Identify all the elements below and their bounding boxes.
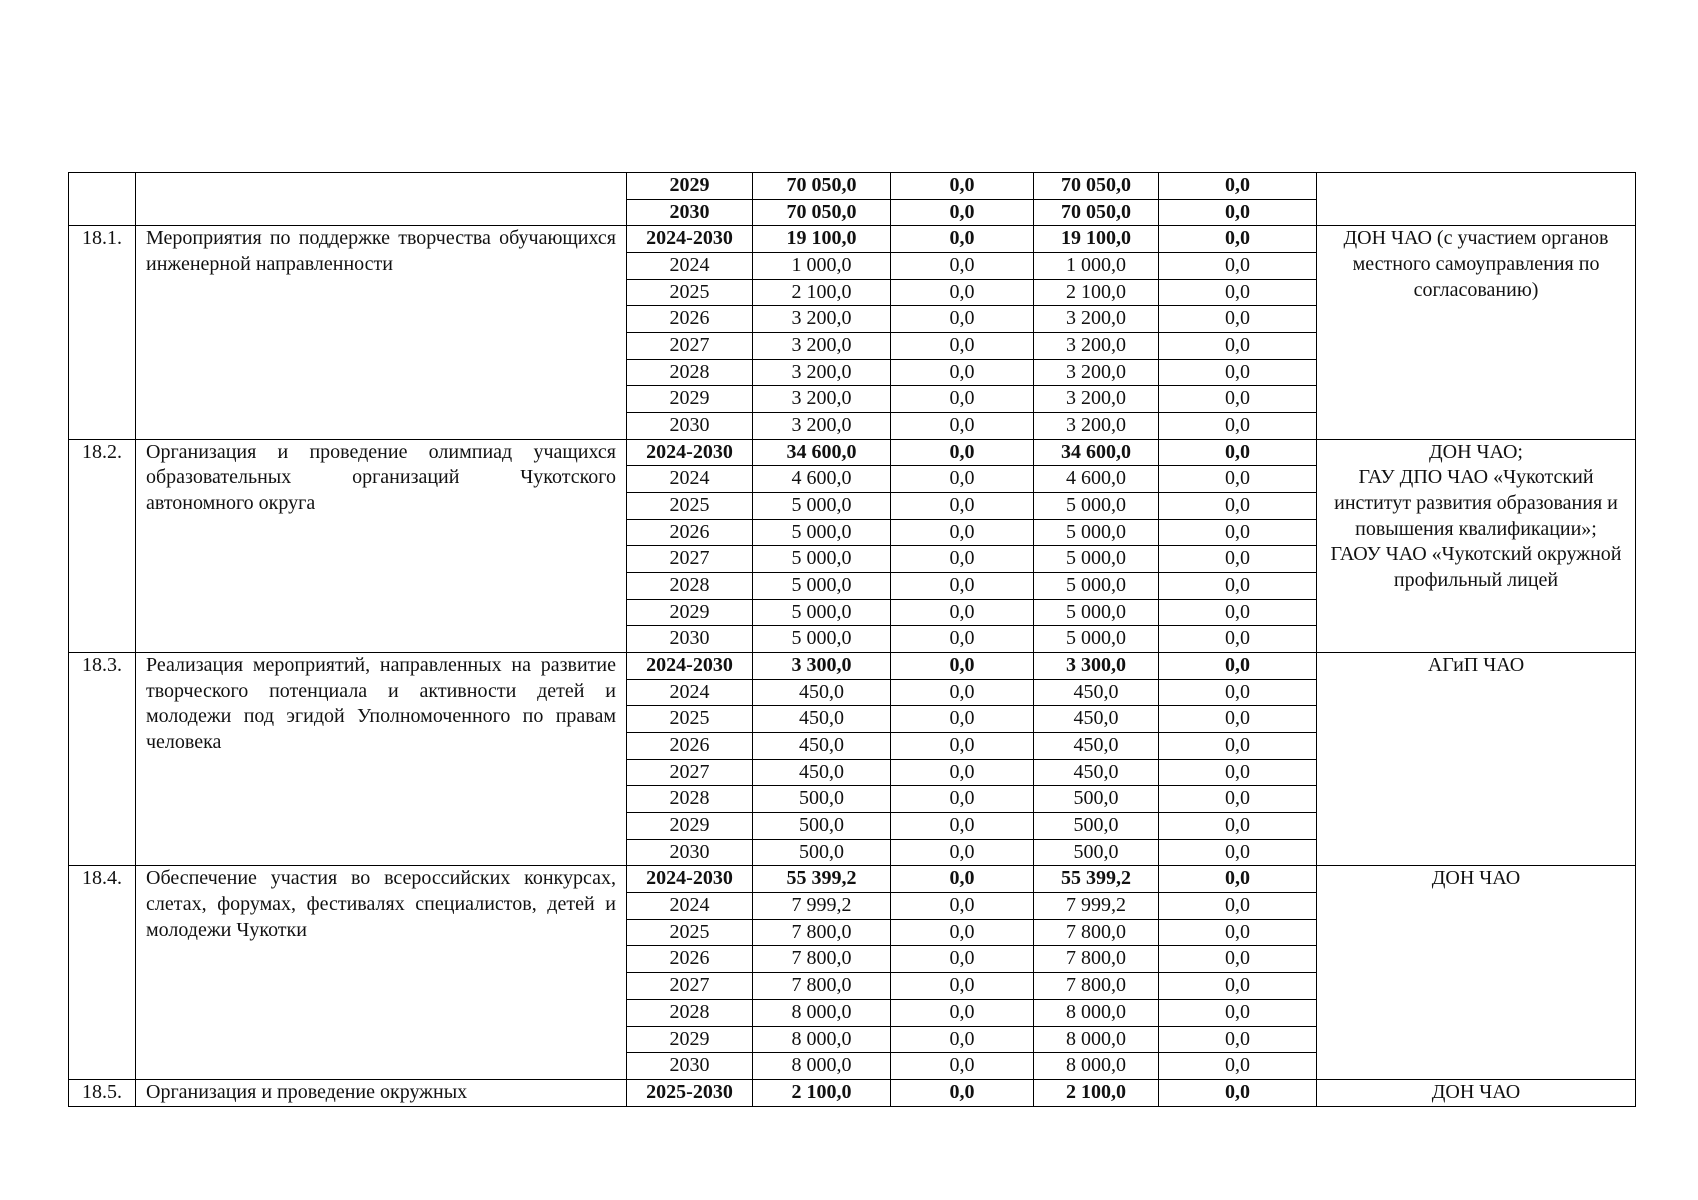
other-cell: 0,0 (1159, 893, 1317, 920)
regional-cell: 70 050,0 (1034, 173, 1159, 200)
federal-cell: 0,0 (891, 493, 1034, 520)
other-cell: 0,0 (1159, 706, 1317, 733)
federal-cell: 0,0 (891, 653, 1034, 680)
regional-cell: 8 000,0 (1034, 999, 1159, 1026)
year-cell: 2024 (627, 253, 753, 280)
total-cell: 8 000,0 (753, 999, 891, 1026)
federal-cell: 0,0 (891, 279, 1034, 306)
federal-cell: 0,0 (891, 359, 1034, 386)
regional-cell: 7 800,0 (1034, 946, 1159, 973)
year-cell: 2025 (627, 919, 753, 946)
item-code: 18.5. (69, 1079, 136, 1106)
regional-cell: 500,0 (1034, 813, 1159, 840)
executor-line: ГАУ ДПО ЧАО «Чукотский институт развития образования и повышения квалификации»; (1334, 466, 1618, 540)
total-cell: 3 300,0 (753, 653, 891, 680)
year-cell: 2029 (627, 1026, 753, 1053)
total-cell: 7 800,0 (753, 973, 891, 1000)
federal-cell: 0,0 (891, 253, 1034, 280)
other-cell: 0,0 (1159, 279, 1317, 306)
regional-cell: 5 000,0 (1034, 519, 1159, 546)
item-name: Реализация мероприятий, направленных на развитие творческого потенциала и активности детей и молодежи под эгидой Уполномоченного по правам человека (136, 653, 627, 866)
federal-cell: 0,0 (891, 893, 1034, 920)
other-cell: 0,0 (1159, 653, 1317, 680)
regional-cell: 450,0 (1034, 759, 1159, 786)
year-cell: 2026 (627, 733, 753, 760)
year-cell: 2024-2030 (627, 439, 753, 466)
federal-cell: 0,0 (891, 813, 1034, 840)
table-row (69, 1079, 1636, 1106)
federal-cell: 0,0 (891, 946, 1034, 973)
total-cell: 70 050,0 (753, 199, 891, 226)
regional-cell: 55 399,2 (1034, 866, 1159, 893)
total-cell: 70 050,0 (753, 173, 891, 200)
total-cell: 19 100,0 (753, 226, 891, 253)
federal-cell: 0,0 (891, 973, 1034, 1000)
name-cell-empty (136, 173, 627, 226)
total-cell: 55 399,2 (753, 866, 891, 893)
regional-cell: 3 200,0 (1034, 386, 1159, 413)
other-cell: 0,0 (1159, 333, 1317, 360)
executor-line: ДОН ЧАО (1431, 867, 1521, 890)
code-cell-empty (69, 173, 136, 226)
item-code: 18.4. (69, 866, 136, 1079)
table-row (69, 653, 1636, 680)
total-cell: 7 800,0 (753, 946, 891, 973)
total-cell: 8 000,0 (753, 1053, 891, 1080)
federal-cell: 0,0 (891, 999, 1034, 1026)
federal-cell: 0,0 (891, 573, 1034, 600)
executor-cell-empty (1317, 173, 1636, 226)
other-cell: 0,0 (1159, 493, 1317, 520)
year-cell: 2027 (627, 333, 753, 360)
executor-cell (1317, 866, 1636, 1079)
federal-cell: 0,0 (891, 333, 1034, 360)
other-cell: 0,0 (1159, 1053, 1317, 1080)
total-cell: 1 000,0 (753, 253, 891, 280)
other-cell: 0,0 (1159, 199, 1317, 226)
federal-cell: 0,0 (891, 546, 1034, 573)
total-cell: 2 100,0 (753, 1079, 891, 1106)
regional-cell: 7 999,2 (1034, 893, 1159, 920)
executor-cell (1317, 653, 1636, 866)
total-cell: 3 200,0 (753, 386, 891, 413)
total-cell: 3 200,0 (753, 333, 891, 360)
regional-cell: 34 600,0 (1034, 439, 1159, 466)
total-cell: 450,0 (753, 759, 891, 786)
executor-cell (1317, 226, 1636, 439)
federal-cell: 0,0 (891, 519, 1034, 546)
item-name: Обеспечение участия во всероссийских конкурсах, слетах, форумах, фестивалях специалистов, детей и молодежи Чукотки (136, 866, 627, 1079)
year-cell: 2024-2030 (627, 653, 753, 680)
other-cell: 0,0 (1159, 946, 1317, 973)
item-name: Организация и проведение окружных (136, 1079, 627, 1106)
regional-cell: 2 100,0 (1034, 1079, 1159, 1106)
executor-cell (1317, 439, 1636, 652)
year-cell: 2029 (627, 813, 753, 840)
year-cell: 2026 (627, 306, 753, 333)
item-name: Мероприятия по поддержке творчества обучающихся инженерной направленности (136, 226, 627, 439)
regional-cell: 2 100,0 (1034, 279, 1159, 306)
other-cell: 0,0 (1159, 839, 1317, 866)
regional-cell: 3 200,0 (1034, 333, 1159, 360)
other-cell: 0,0 (1159, 226, 1317, 253)
year-cell: 2025 (627, 706, 753, 733)
other-cell: 0,0 (1159, 679, 1317, 706)
federal-cell: 0,0 (891, 626, 1034, 653)
table-row (69, 439, 1636, 466)
federal-cell: 0,0 (891, 386, 1034, 413)
regional-cell: 70 050,0 (1034, 199, 1159, 226)
federal-cell: 0,0 (891, 439, 1034, 466)
total-cell: 450,0 (753, 679, 891, 706)
other-cell: 0,0 (1159, 253, 1317, 280)
federal-cell: 0,0 (891, 759, 1034, 786)
total-cell: 500,0 (753, 786, 891, 813)
other-cell: 0,0 (1159, 1026, 1317, 1053)
federal-cell: 0,0 (891, 173, 1034, 200)
year-cell: 2026 (627, 519, 753, 546)
regional-cell: 5 000,0 (1034, 573, 1159, 600)
executor-line: ГАОУ ЧАО «Чукотский окружной профильный лицей (1330, 543, 1622, 592)
federal-cell: 0,0 (891, 706, 1034, 733)
total-cell: 5 000,0 (753, 519, 891, 546)
other-cell: 0,0 (1159, 546, 1317, 573)
federal-cell: 0,0 (891, 919, 1034, 946)
total-cell: 450,0 (753, 733, 891, 760)
regional-cell: 8 000,0 (1034, 1053, 1159, 1080)
federal-cell: 0,0 (891, 1053, 1034, 1080)
federal-cell: 0,0 (891, 306, 1034, 333)
other-cell: 0,0 (1159, 786, 1317, 813)
federal-cell: 0,0 (891, 839, 1034, 866)
year-cell: 2029 (627, 173, 753, 200)
regional-cell: 3 200,0 (1034, 359, 1159, 386)
regional-cell: 4 600,0 (1034, 466, 1159, 493)
regional-cell: 5 000,0 (1034, 599, 1159, 626)
year-cell: 2024 (627, 466, 753, 493)
year-cell: 2030 (627, 199, 753, 226)
year-cell: 2030 (627, 413, 753, 440)
federal-cell: 0,0 (891, 466, 1034, 493)
regional-cell: 8 000,0 (1034, 1026, 1159, 1053)
regional-cell: 3 300,0 (1034, 653, 1159, 680)
executor-line: ДОН ЧАО; (1429, 440, 1523, 463)
year-cell: 2027 (627, 973, 753, 1000)
total-cell: 5 000,0 (753, 546, 891, 573)
year-cell: 2024-2030 (627, 866, 753, 893)
year-cell: 2026 (627, 946, 753, 973)
other-cell: 0,0 (1159, 626, 1317, 653)
year-cell: 2027 (627, 759, 753, 786)
regional-cell: 7 800,0 (1034, 973, 1159, 1000)
other-cell: 0,0 (1159, 519, 1317, 546)
year-cell: 2028 (627, 573, 753, 600)
total-cell: 34 600,0 (753, 439, 891, 466)
total-cell: 4 600,0 (753, 466, 891, 493)
year-cell: 2030 (627, 839, 753, 866)
total-cell: 3 200,0 (753, 413, 891, 440)
executor-cell (1317, 1079, 1636, 1106)
item-name: Организация и проведение олимпиад учащихся образовательных организаций Чукотского автономного округа (136, 439, 627, 652)
total-cell: 500,0 (753, 839, 891, 866)
total-cell: 5 000,0 (753, 599, 891, 626)
other-cell: 0,0 (1159, 573, 1317, 600)
regional-cell: 19 100,0 (1034, 226, 1159, 253)
other-cell: 0,0 (1159, 1079, 1317, 1106)
regional-cell: 5 000,0 (1034, 626, 1159, 653)
other-cell: 0,0 (1159, 413, 1317, 440)
other-cell: 0,0 (1159, 919, 1317, 946)
other-cell: 0,0 (1159, 173, 1317, 200)
regional-cell: 3 200,0 (1034, 306, 1159, 333)
total-cell: 7 999,2 (753, 893, 891, 920)
federal-cell: 0,0 (891, 413, 1034, 440)
year-cell: 2024-2030 (627, 226, 753, 253)
regional-cell: 500,0 (1034, 839, 1159, 866)
regional-cell: 3 200,0 (1034, 413, 1159, 440)
executor-line: ДОН ЧАО (1431, 1080, 1521, 1103)
other-cell: 0,0 (1159, 599, 1317, 626)
funding-table (68, 172, 1636, 1107)
regional-cell: 450,0 (1034, 706, 1159, 733)
federal-cell: 0,0 (891, 866, 1034, 893)
year-cell: 2024 (627, 893, 753, 920)
other-cell: 0,0 (1159, 866, 1317, 893)
item-code: 18.2. (69, 439, 136, 652)
federal-cell: 0,0 (891, 786, 1034, 813)
document-page (68, 172, 1635, 1107)
regional-cell: 450,0 (1034, 679, 1159, 706)
total-cell: 450,0 (753, 706, 891, 733)
year-cell: 2025 (627, 493, 753, 520)
other-cell: 0,0 (1159, 359, 1317, 386)
year-cell: 2028 (627, 786, 753, 813)
total-cell: 7 800,0 (753, 919, 891, 946)
other-cell: 0,0 (1159, 466, 1317, 493)
total-cell: 5 000,0 (753, 626, 891, 653)
item-code: 18.1. (69, 226, 136, 439)
other-cell: 0,0 (1159, 759, 1317, 786)
federal-cell: 0,0 (891, 679, 1034, 706)
total-cell: 5 000,0 (753, 493, 891, 520)
year-cell: 2025 (627, 279, 753, 306)
other-cell: 0,0 (1159, 813, 1317, 840)
other-cell: 0,0 (1159, 306, 1317, 333)
federal-cell: 0,0 (891, 1079, 1034, 1106)
federal-cell: 0,0 (891, 599, 1034, 626)
table-row (69, 226, 1636, 253)
total-cell: 3 200,0 (753, 359, 891, 386)
federal-cell: 0,0 (891, 199, 1034, 226)
year-cell: 2030 (627, 1053, 753, 1080)
executor-line: ДОН ЧАО (с участием органов местного самоуправления по согласованию) (1343, 227, 1609, 301)
regional-cell: 5 000,0 (1034, 546, 1159, 573)
other-cell: 0,0 (1159, 999, 1317, 1026)
year-cell: 2029 (627, 386, 753, 413)
total-cell: 2 100,0 (753, 279, 891, 306)
regional-cell: 5 000,0 (1034, 493, 1159, 520)
year-cell: 2029 (627, 599, 753, 626)
regional-cell: 1 000,0 (1034, 253, 1159, 280)
regional-cell: 450,0 (1034, 733, 1159, 760)
federal-cell: 0,0 (891, 226, 1034, 253)
regional-cell: 500,0 (1034, 786, 1159, 813)
federal-cell: 0,0 (891, 1026, 1034, 1053)
total-cell: 8 000,0 (753, 1026, 891, 1053)
year-cell: 2028 (627, 359, 753, 386)
other-cell: 0,0 (1159, 973, 1317, 1000)
year-cell: 2028 (627, 999, 753, 1026)
table-row (69, 866, 1636, 893)
table-row (69, 173, 1636, 200)
year-cell: 2027 (627, 546, 753, 573)
total-cell: 3 200,0 (753, 306, 891, 333)
total-cell: 5 000,0 (753, 573, 891, 600)
regional-cell: 7 800,0 (1034, 919, 1159, 946)
year-cell: 2025-2030 (627, 1079, 753, 1106)
year-cell: 2024 (627, 679, 753, 706)
other-cell: 0,0 (1159, 386, 1317, 413)
federal-cell: 0,0 (891, 733, 1034, 760)
year-cell: 2030 (627, 626, 753, 653)
other-cell: 0,0 (1159, 439, 1317, 466)
executor-line: АГиП ЧАО (1427, 654, 1525, 677)
item-code: 18.3. (69, 653, 136, 866)
total-cell: 500,0 (753, 813, 891, 840)
other-cell: 0,0 (1159, 733, 1317, 760)
